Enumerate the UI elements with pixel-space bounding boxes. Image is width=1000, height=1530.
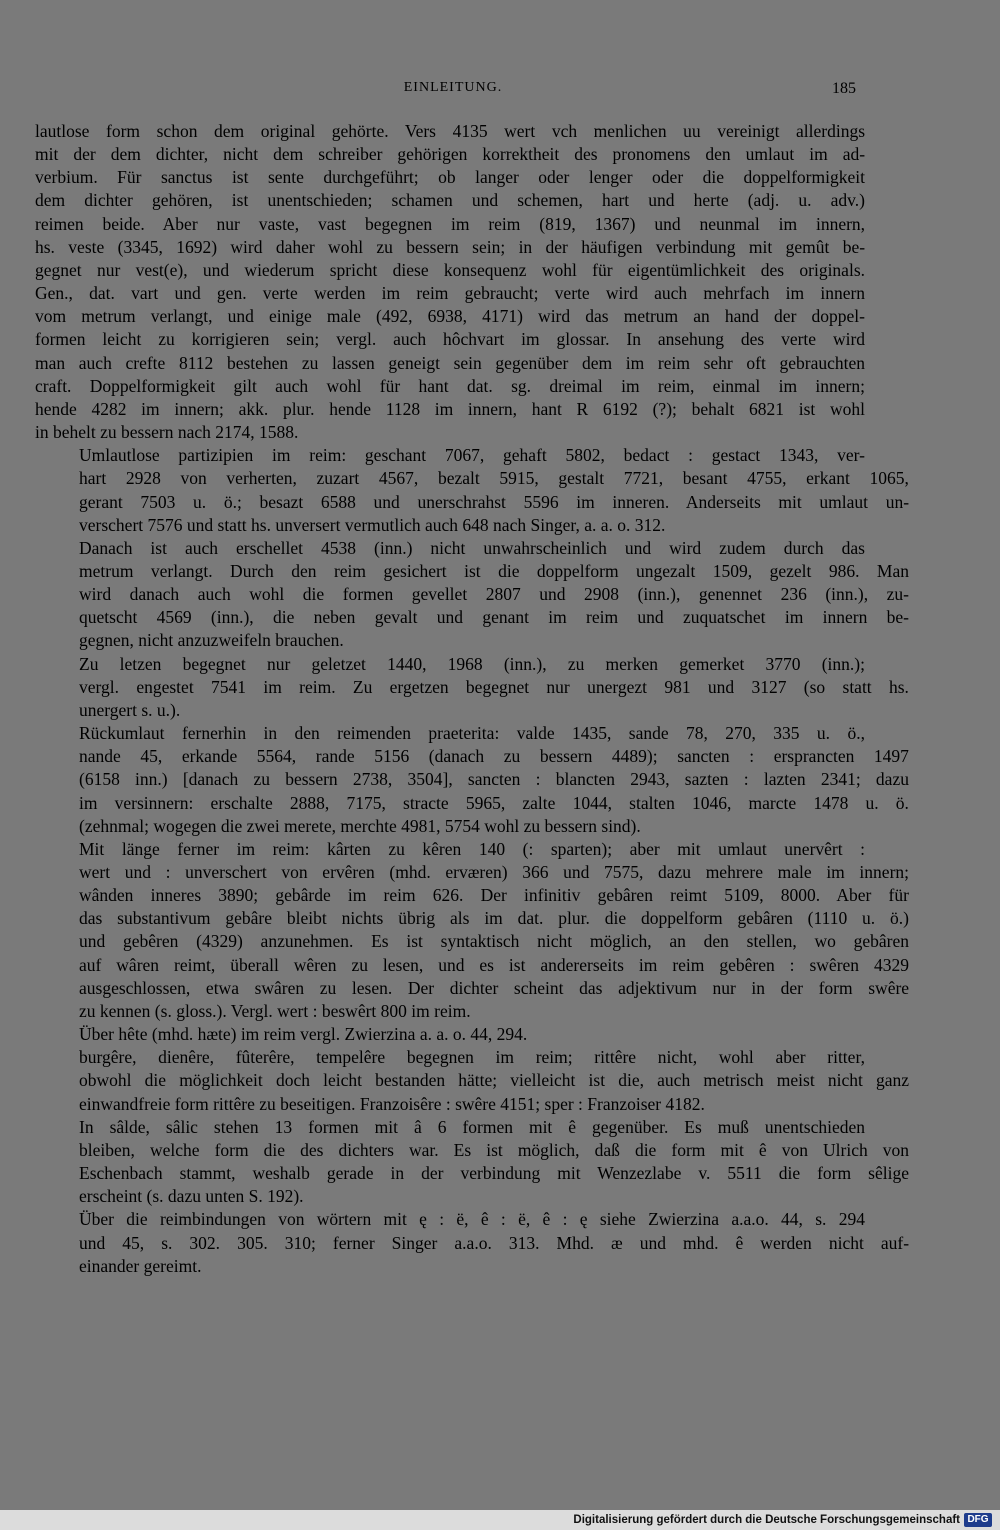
text-line: verbium. Für sanctus ist sente durchgeführt; ob langer oder lenger oder die doppelformigkeit [35,167,865,188]
text-line: (6158 inn.) [danach zu bessern 2738, 3504], sancten : blancten 2943, sazten : lazten 2341; dazu [79,769,909,790]
paragraph [35,653,909,722]
text-line: reimen beide. Aber nur vaste, vast begegnen im reim (819, 1367) und neunmal im innern, [35,213,866,234]
text-line: Umlautlose partizipien im reim: geschant 7067, gehaft 5802, bedact : gestact 1343, ver- [79,445,865,466]
text-line: craft. Doppelformigkeit gilt auch wohl für hant dat. sg. dreimal im reim, einmal im innern; [35,375,865,396]
text-line: wird danach auch wohl die formen gevellet 2807 und 2908 (inn.), genennet 236 (inn.), zu- [79,584,910,605]
text-line: Über die reimbindungen von wörtern mit ę : ë, ê : ë, ê : ę siehe Zwierzina a.a.o. 44, s. 294 [79,1209,865,1230]
text-line: Eschenbach stammt, weshalb gerade in der verbindung mit Wenzezlabe v. 5511 die form sêlige [79,1163,909,1184]
paragraph [35,120,865,444]
text-line: mit der dem dichter, nicht dem schreiber gehörigen korrektheit des pronomens den umlaut im ad- [35,144,866,165]
text-line: burgêre, dienêre, fûterêre, tempelêre begegnen im reim; rittêre nicht, wohl aber ritter, [79,1047,865,1068]
paragraph [35,838,910,1023]
text-line: Gen., dat. vart und gen. verte werden im reim gebraucht; verte wird auch mehrfach im innern [35,283,866,304]
text-line: quetscht 4569 (inn.), die neben gevalt und genant im reim und zuquatschet im innern be- [79,607,909,628]
paragraph [35,722,909,838]
text-line: und gebêren (4329) anzunehmen. Es ist syntaktisch nicht möglich, an den stellen, wo gebâren [79,931,910,952]
paragraph [35,1046,910,1115]
paragraph [35,1023,865,1046]
text-line: Über hête (mhd. hæte) im reim vergl. Zwierzina a. a. o. 44, 294. [79,1024,528,1045]
text-line: Zu letzen begegnet nur geletzet 1440, 1968 (inn.), zu merken gemerket 3770 (inn.); [79,653,865,674]
text-line: vergl. engestet 7541 im reim. Zu ergetzen begegnet nur unergezt 981 und 3127 (so statt hs. [79,676,909,697]
text-line: ausgeschlossen, etwa swâren zu lesen. Der dichter scheint das adjektivum nur in der form swêre [79,977,910,998]
text-line: In sâlde, sâlic stehen 13 formen mit â 6 formen mit ê gegenüber. Es muß unentschieden [79,1116,865,1137]
text-line: obwohl die möglichkeit doch leicht bestanden hätte; vielleicht ist die, auch metrisch meist nicht ganz [79,1070,910,1091]
text-line: lautlose form schon dem original gehörte. Vers 4135 wert vch menlichen uu vereinigt allerdings [35,121,866,141]
text-line: Danach ist auch erschellet 4538 (inn.) nicht unwahrscheinlich und wird zudem durch das [79,537,865,558]
text-line: metrum verlangt. Durch den reim gesichert ist die doppelform ungezalt 1509, gezelt 986. Man [79,560,909,581]
page-number: 185 [832,80,856,97]
text-line: hende 4282 im innern; akk. plur. hende 1128 im innern, hant R 6192 (?); behalt 6821 ist wohl [35,398,865,419]
text-line: und 45, s. 302. 305. 310; ferner Singer a.a.o. 313. Mhd. æ und mhd. ê werden nicht auf- [79,1232,910,1253]
text-line: gegnet nur vest(e), und wiederum spricht diese konsequenz wohl für eigentümlichkeit des originals. [35,259,865,280]
text-line: auf wâren reimt, überall wêren zu lesen, und es ist andererseits im reim gebêren : swêren 4329 [79,954,909,975]
text-line: man auch crefte 8112 bestehen zu lassen geneigt sein gegenüber dem im reim sehr oft gebrauchten [35,352,866,373]
text-line: zu kennen (s. gloss.). Vergl. wert : beswêrt 800 im reim. [79,1000,471,1021]
text-line: dem dichter gehören, ist unentschieden; schamen und schemen, hart und herte (adj. u. adv.) [35,190,865,211]
body-text [35,120,910,1278]
paragraph [35,1208,910,1277]
text-line: bleiben, welche form die des dichters war. Es ist möglich, daß die form mit ê von Ulrich von [79,1139,910,1160]
page-header [0,80,1000,106]
dfg-logo: DFG [964,1513,992,1527]
running-head: EINLEITUNG. [403,80,503,95]
paragraph [35,1116,910,1209]
paragraph [35,537,910,653]
text-line: einander gereimt. [79,1255,202,1276]
text-line: wânden inneres 3890; gebârde im reim 626. Der infinitiv gebâren reimt 5109, 8000. Aber für [79,885,909,906]
text-line: in behelt zu bessern nach 2174, 1588. [35,422,299,443]
text-line: hart 2928 von verherten, zuzart 4567, bezalt 5915, gestalt 7721, besant 4755, erkant 1065, [79,468,909,489]
text-line: wert und : unverschert von ervêren (mhd. erværen) 366 und 7575, dazu mehrere male im innern; [79,862,910,882]
text-line: hs. veste (3345, 1692) wird daher wohl zu bessern sein; in der häufigen verbindung mit gemût be- [35,236,866,257]
text-line: gerant 7503 u. ö.; besazt 6588 und unerschrahst 5596 im inneren. Anderseits mit umlaut un- [79,491,910,512]
text-line: unergert s. u.). [79,699,181,720]
text-line: Mit länge ferner im reim: kârten zu kêren 140 (: sparten); aber mit umlaut unervêrt : [79,838,866,859]
footer-bar [0,1510,1000,1530]
text-line: (zehnmal; wogegen die zwei merete, merchte 4981, 5754 wohl zu bessern sind). [79,815,641,836]
text-line: erscheint (s. dazu unten S. 192). [79,1186,304,1207]
text-line: verschert 7576 und statt hs. unversert vermutlich auch 648 nach Singer, a. a. o. 312. [79,514,666,535]
text-line: vom metrum verlangt, und einige male (492, 6938, 4171) wird das metrum an hand der doppel- [35,306,865,327]
text-line: einwandfreie form rittêre zu beseitigen. Franzoisêre : swêre 4151; sper : Franzoiser 4182. [79,1093,705,1114]
funding-note: Digitalisierung gefördert durch die Deutsche Forschungsgemeinschaft [573,1514,960,1526]
text-line: nande 45, erkande 5564, rande 5156 (danach zu bessern 4489); sancten : ersprancten 1497 [79,746,909,767]
paragraph [35,444,910,537]
text-line: Rückumlaut fernerhin in den reimenden praeterita: valde 1435, sande 78, 270, 335 u. ö., [79,723,865,744]
text-line: im versinnern: erschalte 2888, 7175, stracte 5965, zalte 1044, stalten 1046, marcte 1478 u. ö. [79,792,909,813]
text-line: formen leicht zu korrigieren sein; vergl. auch hôchvart im glossar. In ansehung des verte wird [35,329,866,350]
text-line: das substantivum gebâre bleibt nichts übrig als im dat. plur. die doppelform gebâren (1110 u. ö.) [79,908,909,929]
text-line: gegnen, nicht anzuzweifeln brauchen. [79,630,344,651]
